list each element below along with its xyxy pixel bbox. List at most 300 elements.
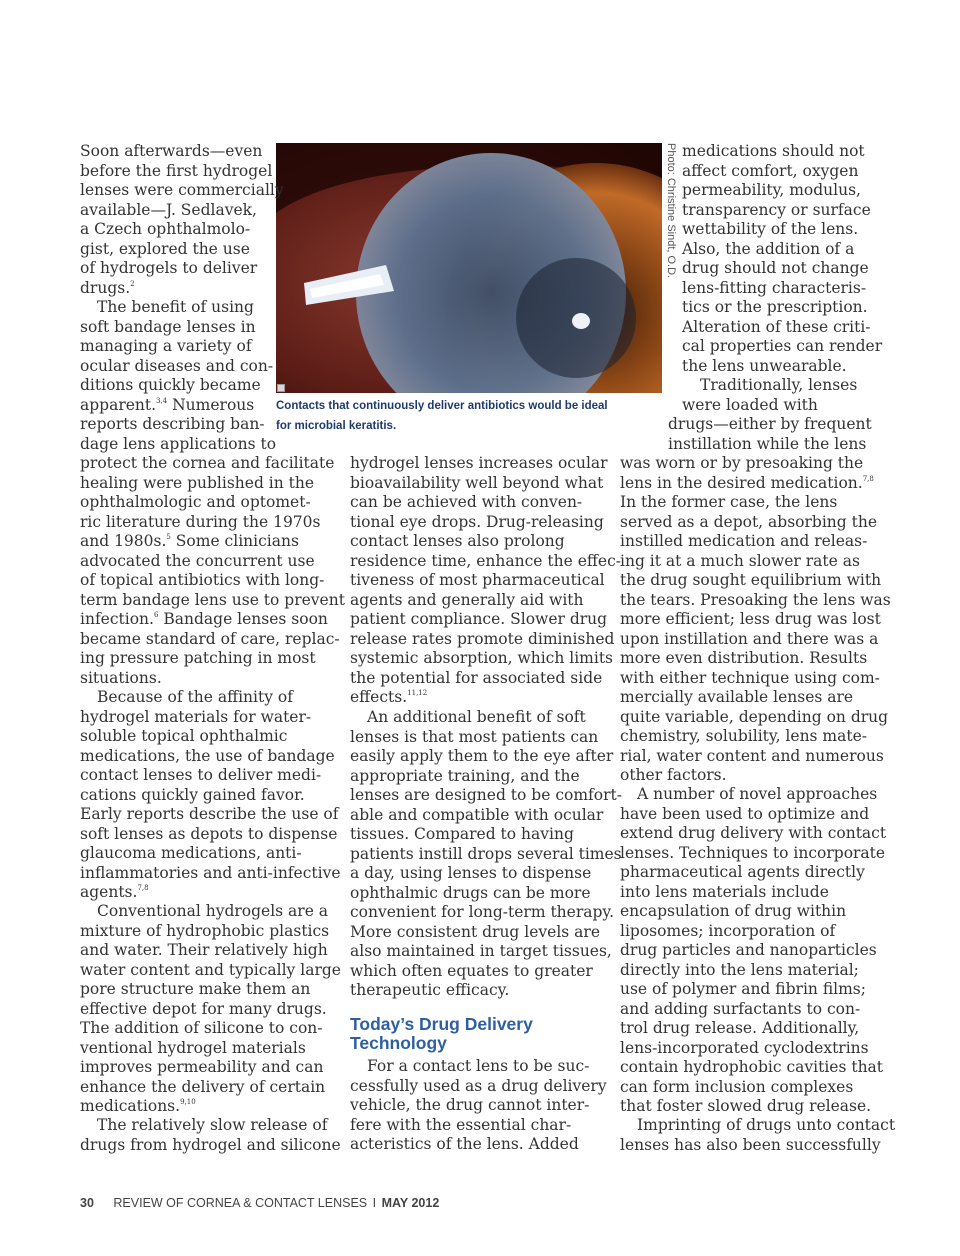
text-segment: of topical antibiotics with long- — [80, 571, 325, 589]
text-segment: situations. — [80, 668, 162, 687]
heading-line: Today’s Drug Delivery — [350, 1014, 533, 1034]
text-segment: Numerous — [167, 395, 255, 414]
text-line — [80, 669, 345, 689]
text-line — [620, 396, 891, 416]
text-line — [620, 415, 891, 435]
text-segment: managing a variety of — [80, 337, 252, 355]
text-segment: of hydrogels to deliver — [80, 259, 258, 277]
text-line — [350, 571, 621, 591]
text-line — [620, 552, 891, 572]
text-line — [682, 181, 882, 201]
text-segment: lenses. Techniques to incorporate — [620, 843, 886, 862]
text-segment: easily apply them to the eye after — [350, 747, 614, 765]
text-segment: bioavailability well beyond what — [350, 473, 604, 492]
text-line — [80, 259, 284, 279]
text-segment: able and compatible with ocular — [350, 805, 604, 824]
text-segment: other factors. — [620, 766, 727, 784]
text-segment: reports describing ban- — [80, 415, 265, 433]
text-line — [80, 980, 341, 1000]
text-segment: can form inclusion complexes — [620, 1077, 854, 1096]
text-line — [350, 454, 621, 474]
page-footer — [80, 1196, 439, 1210]
text-segment: permeability, modulus, — [682, 181, 861, 199]
text-line — [350, 591, 621, 611]
middle-paragraph-1 — [350, 454, 621, 708]
text-line — [620, 688, 891, 708]
text-line — [80, 298, 345, 318]
left-paragraph-4 — [80, 902, 341, 1117]
text-segment: extend drug delivery with contact — [620, 824, 887, 842]
text-line — [80, 825, 341, 845]
text-segment: ventional hydrogel materials — [80, 1038, 306, 1057]
text-line — [350, 942, 622, 962]
text-line — [620, 474, 891, 494]
citation-superscript: 2 — [130, 279, 135, 288]
text-segment: the tears. Presoaking the lens was — [620, 590, 891, 609]
text-segment: An additional benefit of soft — [367, 708, 586, 726]
text-segment: enhance the delivery of certain — [80, 1077, 326, 1096]
text-line — [620, 941, 886, 961]
text-segment: contact lenses to deliver medi- — [80, 766, 322, 784]
text-line — [80, 786, 341, 806]
text-line — [682, 337, 882, 357]
text-segment: lenses were commercially — [80, 181, 284, 199]
text-line — [620, 1000, 886, 1020]
text-line — [80, 844, 341, 864]
text-line — [80, 1136, 341, 1156]
text-segment: Bandage lenses soon — [158, 610, 328, 628]
text-segment: The benefit of using — [97, 298, 254, 316]
text-segment: lens-fitting characteris- — [682, 278, 867, 297]
text-segment: glaucoma medications, anti- — [80, 844, 302, 862]
text-segment: ophthalmic drugs can be more — [350, 883, 591, 902]
text-segment: a Czech ophthalmolo- — [80, 220, 251, 238]
text-segment: were loaded with — [682, 395, 818, 414]
text-segment: lenses has also been successfully — [620, 1135, 881, 1154]
text-line — [620, 708, 891, 728]
text-line — [350, 1135, 607, 1155]
text-segment: encapsulation of drug within — [620, 902, 847, 920]
text-segment: also maintained in target tissues, — [350, 942, 612, 960]
text-line — [80, 922, 341, 942]
text-segment: ophthalmologic and optomet- — [80, 493, 311, 511]
text-segment: instilled medication and releas- — [620, 532, 868, 550]
text-line — [80, 1097, 341, 1117]
text-line — [80, 493, 345, 513]
text-line — [682, 142, 882, 162]
text-segment: tional eye drops. Drug-releasing — [350, 512, 604, 531]
text-line — [80, 747, 341, 767]
text-line — [80, 552, 345, 572]
text-line — [350, 493, 621, 513]
text-line — [682, 318, 882, 338]
text-segment: Early reports describe the use of — [80, 805, 339, 823]
text-segment: hydrogel materials for water- — [80, 707, 312, 726]
text-segment: rial, water content and numerous — [620, 746, 884, 765]
text-segment: medications. — [80, 1097, 181, 1115]
text-line — [80, 883, 341, 903]
text-line — [620, 1136, 895, 1156]
text-segment: drug particles and nanoparticles — [620, 941, 877, 959]
text-segment: lenses is that most patients can — [350, 727, 599, 746]
citation-superscript: 6 — [153, 611, 159, 619]
text-line — [682, 298, 882, 318]
text-segment: Conventional hydrogels are a — [97, 902, 329, 920]
text-line — [682, 240, 882, 260]
text-segment: agents and generally aid with — [350, 590, 584, 609]
right-paragraph-4 — [620, 1116, 895, 1155]
text-segment: and 1980s. — [80, 532, 167, 550]
text-segment: Soon afterwards—even — [80, 142, 263, 160]
right-paragraph-2 — [620, 376, 891, 786]
text-line — [620, 961, 886, 981]
text-line — [620, 1039, 886, 1059]
text-line — [80, 376, 345, 396]
text-segment: tissues. Compared to having — [350, 825, 574, 843]
text-segment: soluble topical ophthalmic — [80, 727, 288, 745]
text-line — [620, 766, 891, 786]
text-line — [620, 747, 891, 767]
text-segment: mixture of hydrophobic plastics — [80, 921, 330, 940]
text-segment: hydrogel lenses increases ocular — [350, 454, 608, 472]
text-line — [80, 181, 284, 201]
text-line — [80, 727, 341, 747]
text-segment: have been used to optimize and — [620, 804, 870, 823]
text-segment: release rates promote diminished — [350, 629, 615, 648]
text-segment: agents. — [80, 883, 138, 901]
citation-superscript: 3,4 — [156, 396, 168, 405]
text-line — [620, 1019, 886, 1039]
text-line — [80, 279, 284, 299]
text-segment: term bandage lens use to prevent — [80, 590, 345, 609]
text-segment: the potential for associated side — [350, 668, 603, 687]
text-segment: soft bandage lenses in — [80, 317, 256, 336]
text-line — [80, 708, 341, 728]
text-line — [350, 610, 621, 630]
text-line — [350, 532, 621, 552]
text-line — [80, 1058, 341, 1078]
text-segment: chemistry, solubility, lens mate- — [620, 727, 868, 745]
text-line — [80, 961, 341, 981]
text-segment: drug should not change — [682, 259, 869, 277]
text-line — [80, 610, 345, 630]
text-line — [80, 1000, 341, 1020]
text-segment: affect comfort, oxygen — [682, 161, 859, 180]
text-line — [80, 142, 284, 162]
text-segment: contain hydrophobic cavities that — [620, 1058, 884, 1076]
text-segment: medications should not — [682, 142, 865, 160]
text-segment: more efficient; less drug was lost — [620, 610, 881, 628]
text-segment: ditions quickly became — [80, 376, 261, 394]
text-segment: mercially available lenses are — [620, 688, 854, 706]
text-segment: tiveness of most pharmaceutical — [350, 571, 605, 589]
text-line — [80, 571, 345, 591]
text-segment: quite variable, depending on drug — [620, 707, 889, 726]
text-segment: Traditionally, lenses — [700, 376, 858, 394]
text-line — [350, 806, 622, 826]
right-paragraph-1 — [682, 142, 882, 376]
text-line — [80, 688, 341, 708]
text-line — [682, 259, 882, 279]
text-segment: ocular diseases and con- — [80, 356, 274, 375]
text-segment: the lens unwearable. — [682, 356, 847, 375]
text-line — [350, 1096, 607, 1116]
text-line — [620, 863, 886, 883]
citation-superscript: 11,12 — [407, 689, 428, 697]
text-segment: inflammatories and anti-infective — [80, 863, 341, 882]
text-line — [350, 474, 621, 494]
text-line — [682, 201, 882, 221]
text-line — [350, 884, 622, 904]
text-line — [620, 844, 886, 864]
text-segment: residence time, enhance the effec- — [350, 551, 621, 570]
text-segment: effective depot for many drugs. — [80, 999, 327, 1018]
text-segment: More consistent drug levels are — [350, 922, 600, 941]
text-segment: healing were published in the — [80, 473, 315, 492]
text-line — [80, 337, 345, 357]
text-line — [80, 766, 341, 786]
text-line — [620, 824, 886, 844]
text-segment: The relatively slow release of — [97, 1116, 328, 1134]
text-segment: trol drug release. Additionally, — [620, 1019, 860, 1037]
text-segment: medications, the use of bandage — [80, 746, 335, 765]
text-segment: The addition of silicone to con- — [80, 1019, 323, 1037]
citation-superscript: 7,8 — [137, 884, 149, 892]
text-segment: with either technique using com- — [620, 668, 880, 687]
text-line — [80, 474, 345, 494]
text-line — [350, 1077, 607, 1097]
text-segment: therapeutic efficacy. — [350, 981, 510, 999]
text-line — [682, 357, 882, 377]
text-segment: acteristics of the lens. Added — [350, 1135, 579, 1153]
photo-credit: Photo: Christine Sindt, O.D. — [665, 143, 677, 279]
text-segment: Imprinting of drugs unto contact — [637, 1116, 896, 1134]
text-line — [682, 220, 882, 240]
text-segment: which often equates to greater — [350, 961, 593, 980]
text-segment: lens-incorporated cyclodextrins — [620, 1038, 869, 1057]
text-segment: more even distribution. Results — [620, 649, 868, 667]
text-line — [80, 318, 345, 338]
citation-superscript: 9,10 — [180, 1098, 196, 1106]
text-line — [350, 688, 621, 708]
text-segment: the drug sought equilibrium with — [620, 571, 882, 589]
text-line — [350, 708, 622, 728]
text-line — [80, 902, 341, 922]
text-segment: transparency or surface — [682, 200, 871, 219]
text-segment: patient compliance. Slower drug — [350, 610, 608, 628]
publication-name: REVIEW OF CORNEA & CONTACT LENSES — [113, 1196, 368, 1210]
middle-paragraph-3 — [350, 1057, 607, 1155]
text-line — [620, 435, 891, 455]
text-segment: lens in the desired medication. — [620, 473, 863, 492]
heading-line: Technology — [350, 1033, 447, 1053]
text-segment: a day, using lenses to dispense — [350, 864, 592, 882]
text-line — [620, 1078, 886, 1098]
text-line — [80, 220, 284, 240]
text-line — [80, 591, 345, 611]
text-line — [682, 279, 882, 299]
text-line — [80, 513, 345, 533]
text-line — [350, 747, 622, 767]
text-line — [350, 962, 622, 982]
caption-line: for microbial keratitis. — [276, 420, 397, 432]
text-segment: served as a depot, absorbing the — [620, 512, 877, 531]
section-heading — [350, 1015, 533, 1053]
text-line — [620, 980, 886, 1000]
text-line — [620, 922, 886, 942]
text-line — [80, 240, 284, 260]
text-line — [350, 903, 622, 923]
text-segment: became standard of care, replac- — [80, 629, 340, 648]
text-line — [80, 1116, 341, 1136]
text-segment: Some clinicians — [170, 532, 299, 550]
text-segment: use of polymer and fibrin films; — [620, 980, 866, 998]
text-line — [350, 981, 622, 1001]
text-line — [620, 493, 891, 513]
text-line — [80, 396, 345, 416]
text-segment: dage lens applications to — [80, 434, 277, 453]
text-line — [620, 805, 886, 825]
text-line — [620, 376, 891, 396]
text-line — [80, 415, 345, 435]
text-segment: systemic absorption, which limits — [350, 649, 614, 667]
text-segment: Also, the addition of a — [682, 239, 855, 258]
text-line — [350, 513, 621, 533]
text-line — [80, 532, 345, 552]
text-line — [80, 630, 345, 650]
text-line — [620, 669, 891, 689]
text-line — [80, 649, 345, 669]
text-line — [620, 1058, 886, 1078]
caption-line: Contacts that continuously deliver antibiotics would be ideal — [276, 400, 608, 412]
text-segment: and adding surfactants to con- — [620, 999, 861, 1018]
text-line — [80, 864, 341, 884]
text-line — [80, 201, 284, 221]
text-segment: For a contact lens to be suc- — [367, 1057, 590, 1075]
text-segment: pharmaceutical agents directly — [620, 863, 865, 881]
text-line — [620, 1116, 895, 1136]
text-segment: ing it at a much slower rate as — [620, 551, 860, 570]
text-segment: available—J. Sedlavek, — [80, 200, 257, 219]
text-line — [80, 357, 345, 377]
text-line — [350, 630, 621, 650]
text-segment: tics or the prescription. — [682, 298, 868, 316]
text-segment: can be achieved with conven- — [350, 493, 583, 511]
text-segment: water content and typically large — [80, 960, 341, 979]
text-segment: effects. — [350, 688, 408, 706]
text-segment: Alteration of these criti- — [682, 317, 871, 336]
text-segment: protect the cornea and facilitate — [80, 454, 335, 472]
text-line — [620, 610, 891, 630]
text-line — [620, 513, 891, 533]
text-segment: appropriate training, and the — [350, 766, 580, 785]
text-line — [350, 1057, 607, 1077]
text-segment: drugs—either by frequent — [668, 415, 872, 433]
text-line — [350, 728, 622, 748]
text-line — [350, 786, 622, 806]
citation-superscript: 7,8 — [862, 474, 874, 483]
text-segment: infection. — [80, 610, 154, 628]
text-segment: fere with the essential char- — [350, 1115, 572, 1134]
text-line — [620, 902, 886, 922]
text-segment: pore structure make them an — [80, 980, 311, 998]
text-line — [350, 923, 622, 943]
text-segment: apparent. — [80, 395, 157, 414]
text-segment: drugs from hydrogel and silicone — [80, 1135, 341, 1154]
text-line — [620, 591, 891, 611]
text-line — [620, 1097, 886, 1117]
text-line — [80, 1019, 341, 1039]
text-line — [350, 864, 622, 884]
text-line — [350, 649, 621, 669]
text-line — [80, 454, 345, 474]
text-line — [350, 1116, 607, 1136]
text-segment: patients instill drops several times — [350, 844, 622, 863]
text-line — [350, 767, 622, 787]
text-segment: advocated the concurrent use — [80, 551, 315, 570]
text-segment: wettability of the lens. — [682, 220, 859, 238]
text-line — [620, 454, 891, 474]
citation-superscript: 5 — [166, 533, 171, 541]
text-segment: liposomes; incorporation of — [620, 921, 836, 940]
left-paragraph-2 — [80, 298, 345, 688]
left-paragraph-3 — [80, 688, 341, 903]
text-line — [80, 1078, 341, 1098]
text-line — [682, 162, 882, 182]
text-segment: before the first hydrogel — [80, 161, 273, 180]
text-line — [620, 649, 891, 669]
footer-separator: I — [372, 1196, 377, 1210]
text-line — [620, 630, 891, 650]
text-segment: cal properties can render — [682, 337, 883, 355]
middle-paragraph-2 — [350, 708, 622, 1001]
issue-date: MAY 2012 — [381, 1196, 440, 1210]
text-segment: into lens materials include — [620, 882, 829, 901]
text-line — [620, 883, 886, 903]
text-segment: Because of the affinity of — [97, 688, 293, 706]
text-line — [80, 805, 341, 825]
text-segment: directly into the lens material; — [620, 960, 859, 979]
text-line — [80, 162, 284, 182]
text-segment: contact lenses also prolong — [350, 532, 565, 550]
text-line — [620, 785, 886, 805]
text-segment: cations quickly gained favor. — [80, 785, 305, 804]
text-line — [620, 532, 891, 552]
text-line — [620, 727, 891, 747]
text-segment: that foster slowed drug release. — [620, 1097, 872, 1115]
left-paragraph-5 — [80, 1116, 341, 1155]
text-segment: gist, explored the use — [80, 239, 250, 258]
page-number: 30 — [80, 1196, 94, 1210]
text-segment: drugs. — [80, 278, 131, 297]
text-line — [80, 1039, 341, 1059]
text-segment: improves permeability and can — [80, 1058, 324, 1076]
text-segment: ing pressure patching in most — [80, 649, 316, 667]
text-segment: ric literature during the 1970s — [80, 512, 321, 531]
text-line — [350, 845, 622, 865]
text-segment: lenses are designed to be comfort- — [350, 786, 622, 804]
right-paragraph-3 — [620, 785, 886, 1117]
left-paragraph-1 — [80, 142, 284, 298]
text-segment: and water. Their relatively high — [80, 941, 328, 959]
text-line — [620, 571, 891, 591]
text-segment: vehicle, the drug cannot inter- — [350, 1096, 590, 1114]
text-segment: upon instillation and there was a — [620, 629, 879, 648]
text-segment: In the former case, the lens — [620, 493, 838, 511]
text-segment: convenient for long-term therapy. — [350, 903, 615, 921]
text-segment: soft lenses as depots to dispense — [80, 824, 338, 843]
text-line — [350, 825, 622, 845]
